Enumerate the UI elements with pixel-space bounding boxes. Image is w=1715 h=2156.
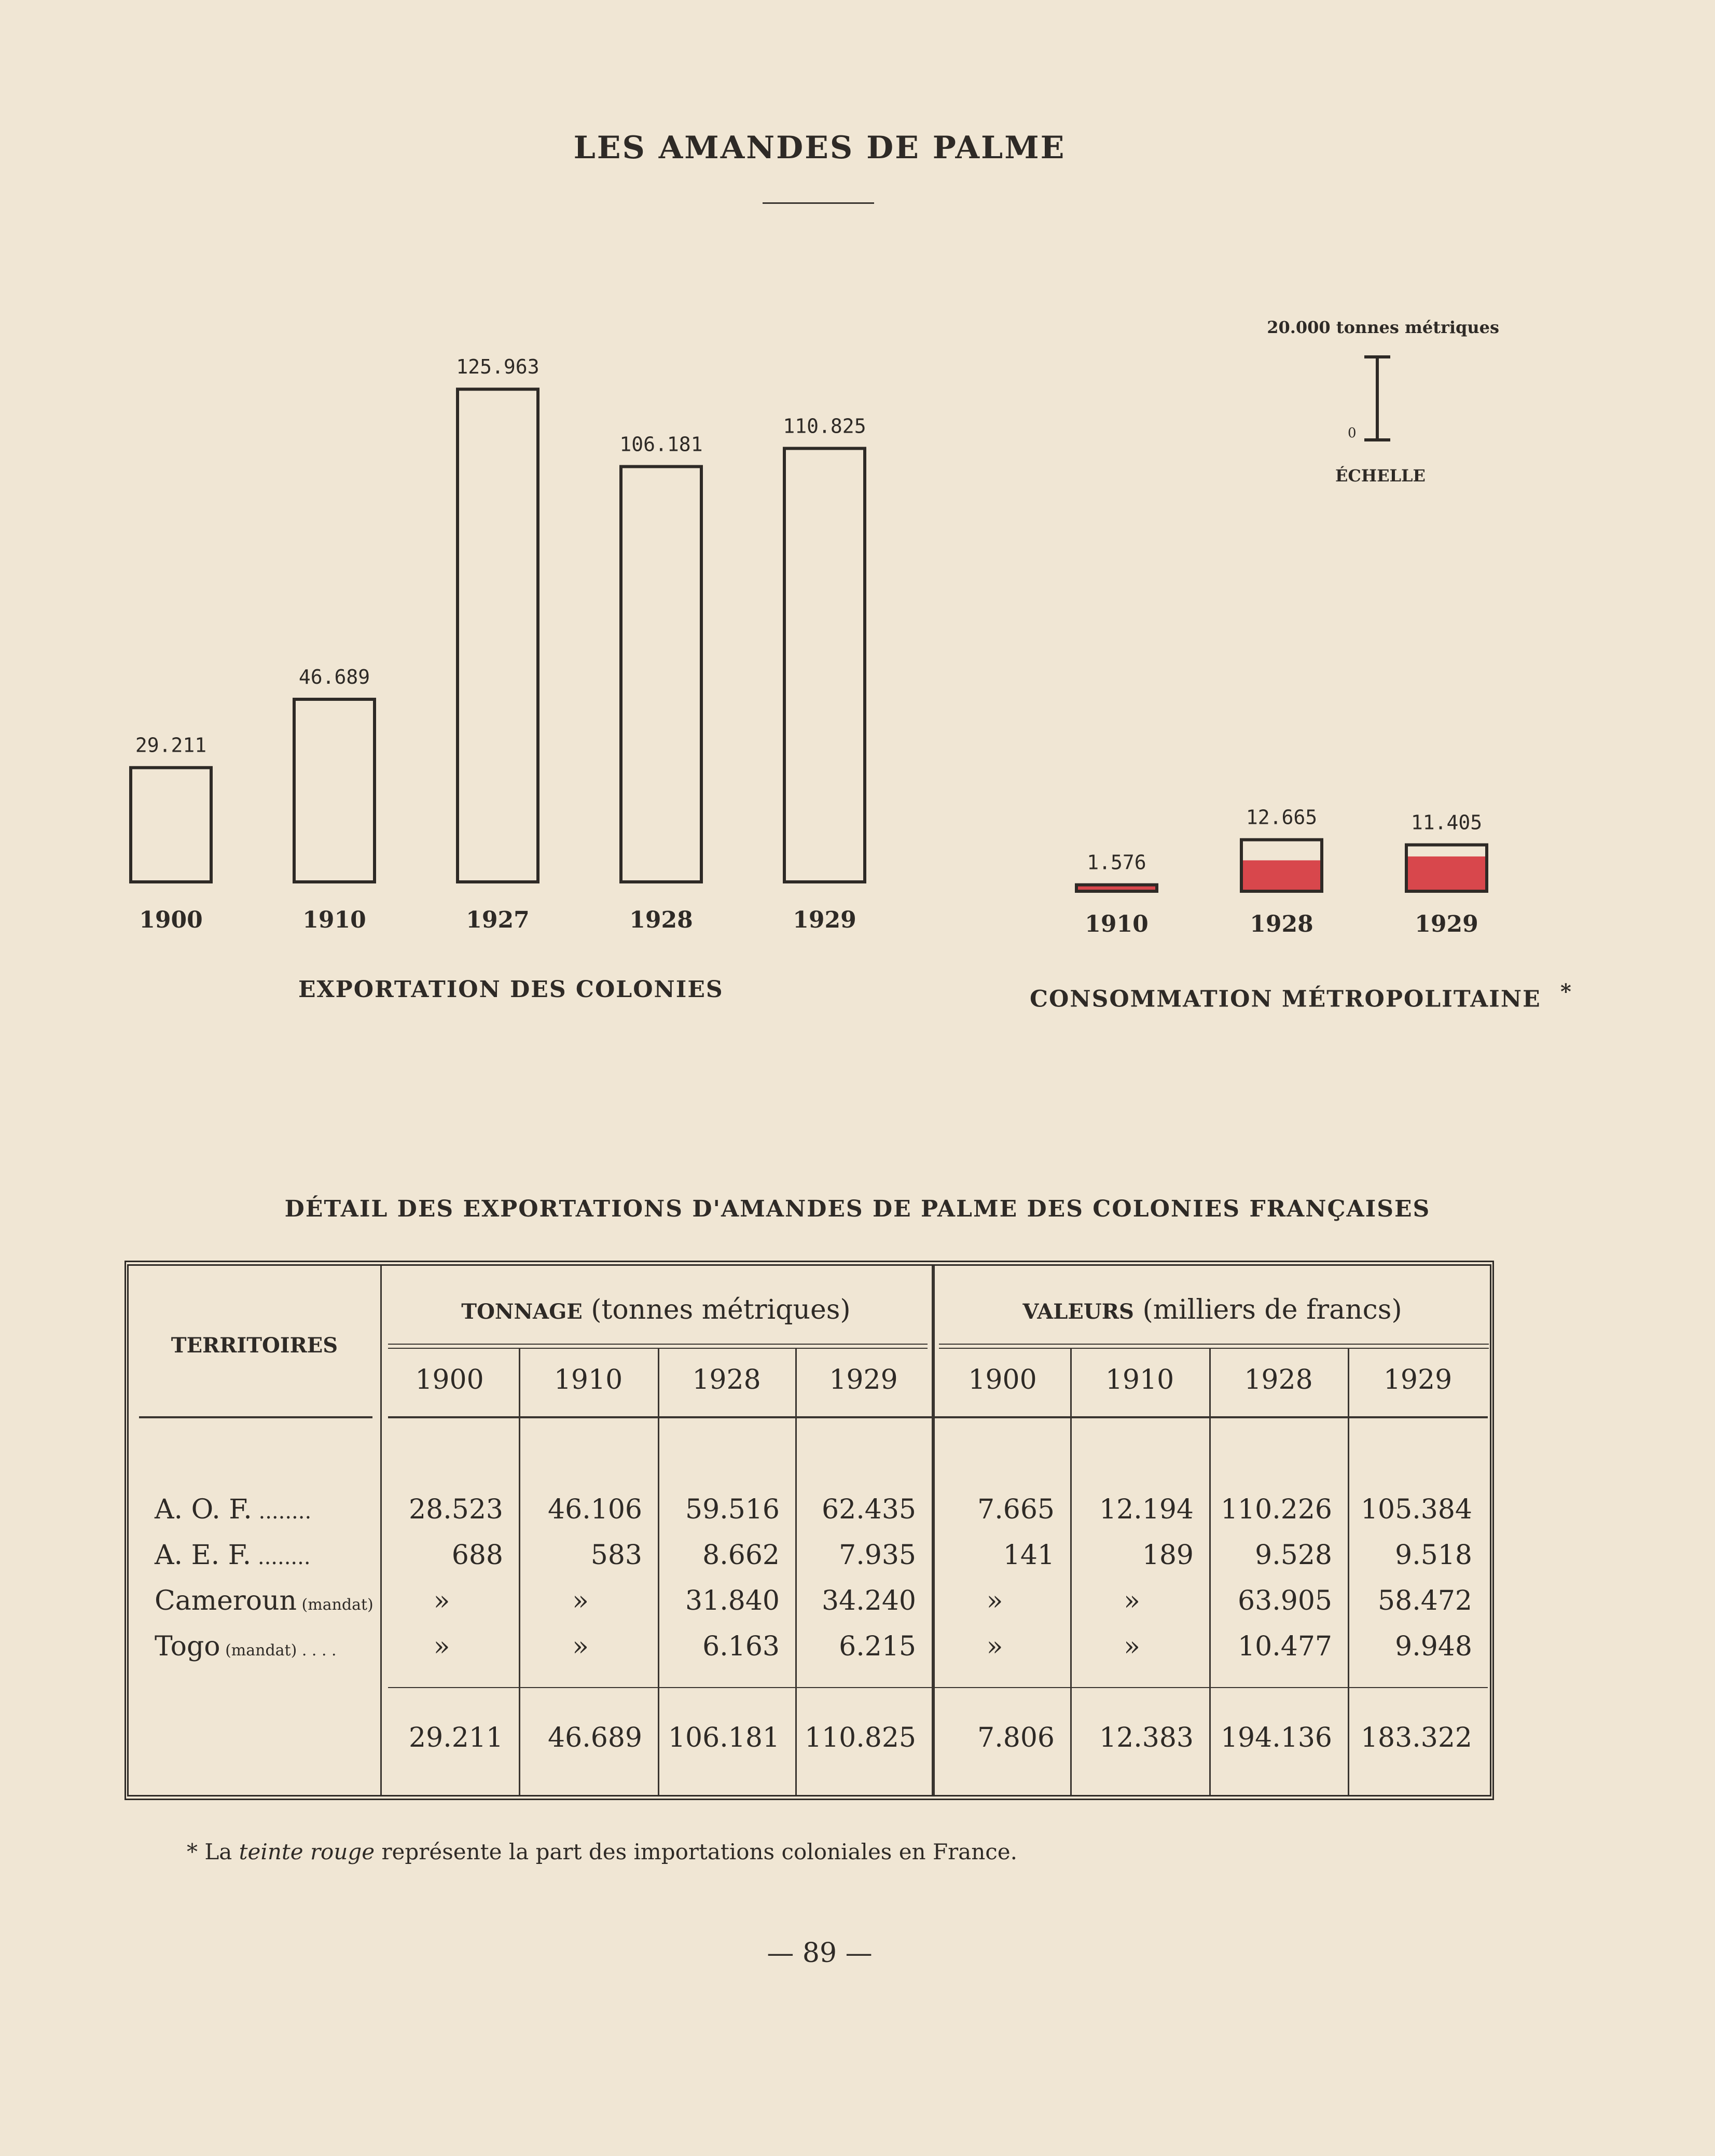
total-cell: 106.181 bbox=[668, 1722, 780, 1753]
table-cell: » bbox=[572, 1631, 589, 1662]
table-cell: 688 bbox=[451, 1540, 503, 1571]
total-cell: 7.806 bbox=[977, 1722, 1055, 1753]
conso-chart bbox=[1076, 806, 1487, 937]
territory-name bbox=[155, 1585, 378, 1616]
export-value-label: 29.211 bbox=[135, 734, 207, 757]
export-value-label: 46.689 bbox=[298, 665, 370, 688]
year-header: 1910 bbox=[1105, 1364, 1174, 1395]
table-cell: » bbox=[1124, 1631, 1140, 1662]
export-year-label: 1927 bbox=[466, 907, 530, 933]
territory-label: Cameroun bbox=[155, 1585, 297, 1616]
total-cell: 46.689 bbox=[548, 1722, 642, 1753]
territory-name bbox=[155, 1494, 378, 1525]
scale-caption: ÉCHELLE bbox=[1335, 466, 1426, 486]
table-cell: 6.163 bbox=[702, 1631, 780, 1662]
scale-zero-label: 0 bbox=[1348, 425, 1357, 441]
export-bar-1929 bbox=[784, 448, 865, 882]
tonnage-header-rest: (tonnes métriques) bbox=[591, 1294, 851, 1325]
table-cell: 6.215 bbox=[839, 1631, 916, 1662]
header-rule bbox=[139, 1416, 372, 1418]
year-header: 1929 bbox=[1383, 1364, 1453, 1395]
export-value-label: 106.181 bbox=[619, 433, 703, 456]
tonnage-header bbox=[380, 1294, 932, 1325]
conso-chart-caption-text: CONSOMMATION MÉTROPOLITAINE bbox=[1030, 986, 1541, 1013]
export-year-label: 1929 bbox=[793, 907, 856, 933]
year-header: 1900 bbox=[968, 1364, 1037, 1395]
total-cell: 29.211 bbox=[409, 1722, 503, 1753]
table-cell: 7.665 bbox=[977, 1494, 1055, 1525]
territory-label: A. E. F. bbox=[155, 1540, 252, 1571]
table-cell: 12.194 bbox=[1099, 1494, 1194, 1525]
table-cell: 8.662 bbox=[702, 1540, 780, 1571]
territory-name bbox=[155, 1540, 378, 1571]
conso-year-label: 1929 bbox=[1415, 911, 1478, 937]
table-cell: » bbox=[986, 1631, 1003, 1662]
group-rule bbox=[388, 1344, 928, 1345]
territory-name bbox=[155, 1631, 378, 1662]
conso-chart-caption bbox=[1030, 979, 1572, 1013]
valeurs-header-small: VALEURS bbox=[1022, 1300, 1134, 1324]
valeurs-header-rest: (milliers de francs) bbox=[1142, 1294, 1402, 1325]
conso-year-label: 1928 bbox=[1250, 911, 1313, 937]
export-bar-1927 bbox=[458, 389, 538, 882]
footnote-emph: teinte rouge bbox=[239, 1839, 375, 1864]
table-cell: 34.240 bbox=[822, 1585, 916, 1616]
footnote-marker: * bbox=[187, 1839, 198, 1864]
conso-bar-colonial-1928 bbox=[1241, 860, 1322, 891]
territory-suffix: ........ bbox=[252, 1500, 312, 1524]
year-header: 1900 bbox=[415, 1364, 484, 1395]
table-cell: 189 bbox=[1142, 1540, 1194, 1571]
export-year-label: 1910 bbox=[302, 907, 366, 933]
footnote-rest: représente la part des importations coloniales en France. bbox=[381, 1839, 1017, 1864]
tonnage-header-small: TONNAGE bbox=[461, 1300, 583, 1324]
table-cell: 9.528 bbox=[1255, 1540, 1332, 1571]
charts-area bbox=[0, 0, 1715, 1063]
total-cell: 110.825 bbox=[804, 1722, 916, 1753]
table-cell: 9.948 bbox=[1395, 1631, 1472, 1662]
page-number: — 89 — bbox=[767, 1938, 873, 1969]
scale-top-label: 20.000 tonnes métriques bbox=[1267, 317, 1499, 337]
year-header: 1928 bbox=[692, 1364, 761, 1395]
territory-label: Togo bbox=[155, 1631, 220, 1662]
conso-value-label: 12.665 bbox=[1246, 806, 1318, 829]
year-header: 1928 bbox=[1244, 1364, 1313, 1395]
group-rule bbox=[939, 1348, 1489, 1349]
export-bar-1928 bbox=[621, 466, 701, 882]
table-cell: » bbox=[1124, 1585, 1140, 1616]
territory-suffix: (mandat) . . . . bbox=[220, 1641, 337, 1660]
territory-suffix: (mandat) bbox=[297, 1596, 374, 1614]
table-cell: 58.472 bbox=[1378, 1585, 1472, 1616]
total-cell: 183.322 bbox=[1360, 1722, 1472, 1753]
export-year-label: 1900 bbox=[139, 907, 203, 933]
conso-bar-colonial-1929 bbox=[1406, 856, 1487, 891]
total-cell: 194.136 bbox=[1220, 1722, 1332, 1753]
table-cell: » bbox=[433, 1631, 450, 1662]
table-cell: 63.905 bbox=[1238, 1585, 1332, 1616]
table-cell: 9.518 bbox=[1395, 1540, 1472, 1571]
total-rule bbox=[388, 1687, 1488, 1688]
page-title: LES AMANDES DE PALME bbox=[573, 130, 1066, 166]
export-year-label: 1928 bbox=[629, 907, 693, 933]
col-divider bbox=[380, 1266, 382, 1795]
col-divider bbox=[932, 1266, 935, 1795]
header-rule bbox=[388, 1416, 1488, 1418]
territory-suffix: ........ bbox=[251, 1545, 311, 1569]
export-bar-1900 bbox=[131, 768, 211, 882]
export-value-label: 110.825 bbox=[783, 414, 866, 438]
table-cell: 105.384 bbox=[1360, 1494, 1472, 1525]
table-cell: » bbox=[433, 1585, 450, 1616]
territory-label: A. O. F. bbox=[155, 1494, 252, 1525]
territoires-header: TERRITOIRES bbox=[171, 1333, 338, 1358]
table-cell: 59.516 bbox=[685, 1494, 780, 1525]
year-header: 1929 bbox=[829, 1364, 898, 1395]
table-cell: 62.435 bbox=[822, 1494, 916, 1525]
conso-value-label: 11.405 bbox=[1410, 811, 1483, 834]
export-chart-caption: EXPORTATION DES COLONIES bbox=[298, 976, 724, 1003]
table-cell: » bbox=[572, 1585, 589, 1616]
table-cell: 10.477 bbox=[1238, 1631, 1332, 1662]
scale-indicator bbox=[1364, 357, 1390, 440]
table-cell: 110.226 bbox=[1220, 1494, 1332, 1525]
footnote bbox=[187, 1839, 1017, 1864]
table-cell: 31.840 bbox=[685, 1585, 780, 1616]
table-cell: 583 bbox=[590, 1540, 642, 1571]
conso-year-label: 1910 bbox=[1085, 911, 1149, 937]
year-header: 1910 bbox=[554, 1364, 623, 1395]
export-bar-1910 bbox=[294, 699, 375, 882]
total-cell: 12.383 bbox=[1099, 1722, 1194, 1753]
table-cell: 46.106 bbox=[548, 1494, 642, 1525]
export-value-label: 125.963 bbox=[456, 355, 540, 379]
conso-value-label: 1.576 bbox=[1087, 851, 1146, 874]
exports-table bbox=[125, 1261, 1494, 1800]
footnote-prefix: La bbox=[204, 1839, 232, 1864]
group-rule bbox=[388, 1348, 928, 1349]
group-rule bbox=[939, 1344, 1489, 1345]
table-cell: 28.523 bbox=[409, 1494, 503, 1525]
conso-caption-marker: * bbox=[1560, 979, 1572, 1004]
export-chart bbox=[131, 355, 866, 933]
table-title: DÉTAIL DES EXPORTATIONS D'AMANDES DE PALME DES COLONIES FRANÇAISES bbox=[284, 1196, 1431, 1222]
valeurs-header bbox=[935, 1294, 1490, 1325]
table-cell: 7.935 bbox=[839, 1540, 916, 1571]
table-cell: » bbox=[986, 1585, 1003, 1616]
table-cell: 141 bbox=[1003, 1540, 1055, 1571]
